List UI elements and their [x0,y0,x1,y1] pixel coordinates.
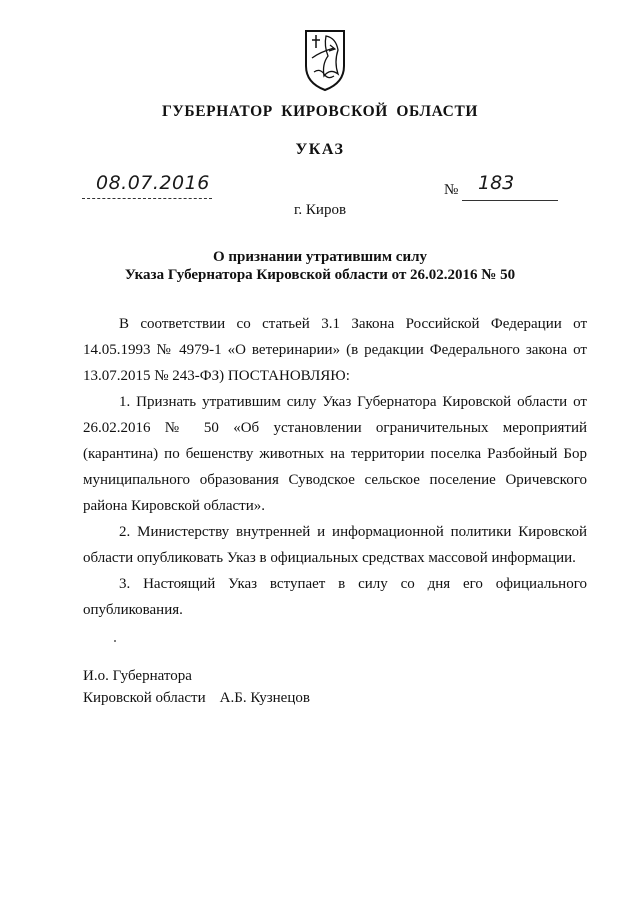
document-body [83,311,587,623]
number-label: № [444,182,459,198]
scan-dot [114,640,116,642]
city: г. Киров [293,202,347,218]
body-paragraph-3: 3. Настоящий Указ вступает в силу со дня его официального опубликования. [83,576,587,618]
signatory-position-1: И.о. Губернатора [83,668,192,684]
body-paragraph-1: 1. Признать утратившим силу Указ Губернатора Кировской области от 26.02.2016 № 50 «Об установлении ограничительных мероприятий (карантина) по бешенству животных на территории поселка Разбойный Бор муниципального образования Суводское сельское поселение Оричевского района Кировской области». [83,394,587,514]
handwritten-number: 183 [478,172,515,194]
signatory-line-2 [83,687,310,709]
document-type: УКАЗ [295,141,345,158]
body-paragraph-preamble: В соответствии со статьей 3.1 Закона Российской Федерации от 14.05.1993 № 4979-1 «О ветеринарии» (в редакции Федерального закона от 13.07.2015 № 243-ФЗ) ПОСТАНОВЛЯЮ: [83,316,587,384]
subject-line-1: О признании утратившим силу [213,249,427,265]
coat-of-arms-emblem [304,28,346,92]
issuer-title: ГУБЕРНАТОР КИРОВСКОЙ ОБЛАСТИ [161,103,479,120]
handwritten-date: 08.07.2016 [96,172,210,194]
subject-line-2: Указа Губернатора Кировской области от 26.02.2016 № 50 [124,267,516,283]
document-subject [0,248,640,284]
signatory-name: А.Б. Кузнецов [219,690,310,706]
signatory-position-2: Кировской области [83,690,206,706]
signature-block [83,665,310,709]
body-paragraph-2: 2. Министерству внутренней и информационной политики Кировской области опубликовать Указ в официальных средствах массовой информации. [83,524,587,566]
